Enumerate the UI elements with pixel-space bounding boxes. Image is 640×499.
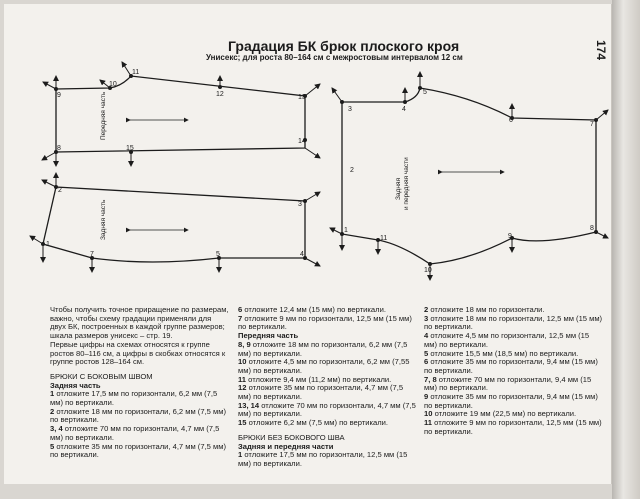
item-number: 10 [424, 409, 433, 419]
combined-point-7: 7 [590, 121, 594, 128]
item-text: отложите 18 мм по горизонтали. [430, 305, 545, 314]
item-text: отложите 35 мм по горизонтали, 9,4 мм (15 мм) по вертикали. [424, 392, 598, 410]
item-text: отложите 9,4 мм (11,2 мм) по вертикали. [248, 374, 392, 384]
item-text: отложите 6,2 мм (7,5 мм) по вертикали. [248, 418, 389, 428]
instruction-item [424, 419, 604, 436]
item-number: 7, 8 [424, 374, 437, 384]
item-text: отложите 17,5 мм по горизонтали, 12,5 мм (15 мм) по вертикали. [238, 450, 408, 468]
subsection-heading: Передняя часть [238, 331, 299, 341]
front-point-12: 12 [216, 91, 224, 98]
instruction-item [238, 419, 416, 428]
front-point-15: 15 [126, 145, 134, 152]
item-text: отложите 19 мм (22,5 мм) по вертикали. [434, 409, 577, 419]
item-number: 11 [424, 418, 433, 428]
section-heading: БРЮКИ С БОКОВЫМ ШВОМ [50, 371, 153, 381]
back-dots [41, 185, 307, 260]
combined-label-2: и передняя части [403, 157, 410, 210]
item-text: отложите 70 мм по горизонтали, 4,7 мм (7,5 мм) по вертикали. [50, 424, 220, 442]
combined-point-8: 8 [590, 225, 594, 232]
item-number: 3, 4 [50, 424, 63, 434]
item-text: отложите 70 мм по горизонтали, 4,7 мм (7,5 мм) по вертикали. [238, 400, 416, 419]
text-column-2 [238, 306, 416, 469]
item-text: отложите 35 мм по горизонтали, 4,7 мм (7,5 мм) по вертикали. [50, 441, 226, 460]
item-number: 5 [424, 348, 429, 358]
item-number: 10 [238, 357, 247, 367]
combined-point-3: 3 [348, 106, 352, 113]
back-point-4: 4 [300, 251, 304, 258]
instruction-item [238, 315, 416, 332]
instruction-item [424, 315, 604, 332]
front-dots [54, 74, 307, 154]
item-text: отложите 18 мм по горизонтали, 6,2 мм (7,5 мм) по вертикали. [238, 339, 408, 358]
text-column-1 [50, 306, 230, 460]
page-subtitle: Унисекс; для роста 80–164 см с межростовым интервалом 12 см [206, 53, 463, 62]
instruction-item [238, 451, 416, 468]
back-point-2: 2 [58, 187, 62, 194]
front-point-10: 10 [109, 81, 117, 88]
instruction-item [238, 341, 416, 358]
combined-point-2: 2 [350, 167, 354, 174]
item-text: отложите 70 мм по горизонтали, 9,4 мм (15 мм) по вертикали. [424, 374, 592, 393]
item-number: 1 [238, 450, 243, 460]
intro-line: Первые цифры на схемах относятся к группе [50, 339, 210, 349]
intro-line: ростов 80–116 см, а цифры в скобках относятся к [50, 348, 226, 358]
item-number: 8, 9 [238, 339, 251, 349]
item-number: 3 [424, 313, 429, 323]
front-point-9: 9 [57, 92, 61, 99]
item-number: 2 [424, 305, 429, 314]
back-point-3: 3 [298, 201, 302, 208]
instruction-item [424, 393, 604, 410]
instruction-item [50, 425, 230, 442]
back-point-7: 7 [90, 251, 94, 258]
combined-point-4: 4 [402, 106, 406, 113]
item-number: 4 [424, 331, 429, 341]
combined-point-11: 11 [380, 235, 388, 242]
instruction-item [50, 408, 230, 425]
combined-point-10: 10 [424, 267, 432, 274]
item-number: 5 [50, 441, 55, 451]
item-number: 15 [238, 418, 247, 428]
item-text: отложите 15,5 мм (18,5 мм) по вертикали. [430, 348, 579, 358]
front-piece [42, 62, 320, 166]
item-number: 1 [50, 389, 55, 399]
combined-point-5: 5 [423, 89, 427, 96]
back-point-1: 1 [46, 241, 50, 248]
item-number: 6 [238, 305, 243, 314]
item-number: 6 [424, 357, 429, 367]
item-text: отложите 35 мм по горизонтали, 9,4 мм (15 мм) по вертикали. [424, 357, 598, 375]
front-piece-label: Передняя часть [100, 91, 107, 140]
instruction-item [238, 402, 416, 419]
instruction-item [424, 358, 604, 375]
item-number: 9 [424, 392, 429, 402]
combined-point-6: 6 [509, 117, 513, 124]
item-number: 11 [238, 374, 247, 384]
front-point-11: 11 [132, 69, 140, 76]
intro-line: Чтобы получить точное приращение по размерам, [50, 305, 229, 314]
item-text: отложите 4,5 мм по горизонтали, 6,2 мм (7,55 мм) по вертикали. [238, 357, 410, 375]
text-column-3 [424, 306, 604, 437]
item-text: отложите 18 мм по горизонтали, 6,2 мм (7,5 мм) по вертикали. [50, 406, 226, 425]
section-heading: БРЮКИ БЕЗ БОКОВОГО ШВА [238, 432, 345, 442]
item-number: 12 [238, 383, 247, 393]
intro-line: группе ростов 128–164 см. [50, 357, 145, 367]
item-text: отложите 4,5 мм по горизонтали, 12,5 мм (15 мм) по вертикали. [424, 331, 590, 349]
front-point-14: 14 [298, 138, 306, 145]
combined-point-1: 1 [344, 227, 348, 234]
item-number: 13, 14 [238, 400, 260, 410]
combined-label-1: Задняя [395, 178, 402, 200]
item-text: отложите 17,5 мм по горизонтали, 6,2 мм (7,5 мм) по вертикали. [50, 389, 218, 408]
instruction-item [424, 376, 604, 393]
instruction-item [238, 358, 416, 375]
item-number: 2 [50, 406, 55, 416]
intro-line: двух БК, построенных в каждой группе размеров; [50, 322, 225, 332]
item-text: отложите 9 мм по горизонтали, 12,5 мм (15 мм) по вертикали. [238, 313, 412, 332]
intro-line: важно, чтобы схему градации применяли для [50, 313, 212, 323]
back-piece-label: Задняя часть [100, 199, 107, 240]
subsection-heading: Задняя и передняя части [238, 441, 334, 451]
back-point-5: 5 [216, 251, 220, 258]
combined-piece [330, 72, 608, 280]
item-text: отложите 12,4 мм (15 мм) по вертикали. [244, 305, 386, 314]
back-piece [30, 173, 320, 272]
front-point-13: 13 [298, 94, 306, 101]
item-number: 7 [238, 313, 243, 323]
item-text: отложите 18 мм по горизонтали, 12,5 мм (15 мм) по вертикали. [424, 313, 603, 332]
instruction-item [50, 390, 230, 407]
instruction-item [50, 443, 230, 460]
page-title: Градация БК брюк плоского кроя [228, 38, 460, 54]
item-text: отложите 35 мм по горизонтали, 4,7 мм (7,5 мм) по вертикали. [238, 383, 404, 402]
subsection-heading: Задняя часть [50, 380, 101, 390]
combined-point-9: 9 [508, 233, 512, 240]
front-point-8: 8 [57, 145, 61, 152]
instruction-item [424, 332, 604, 349]
instruction-item [238, 384, 416, 401]
intro-line: шкала размеров унисекс – стр. 19. [50, 331, 173, 341]
item-text: отложите 9 мм по горизонтали, 12,5 мм (15 мм) по вертикали. [424, 418, 602, 436]
page-number: 174 [594, 40, 608, 61]
